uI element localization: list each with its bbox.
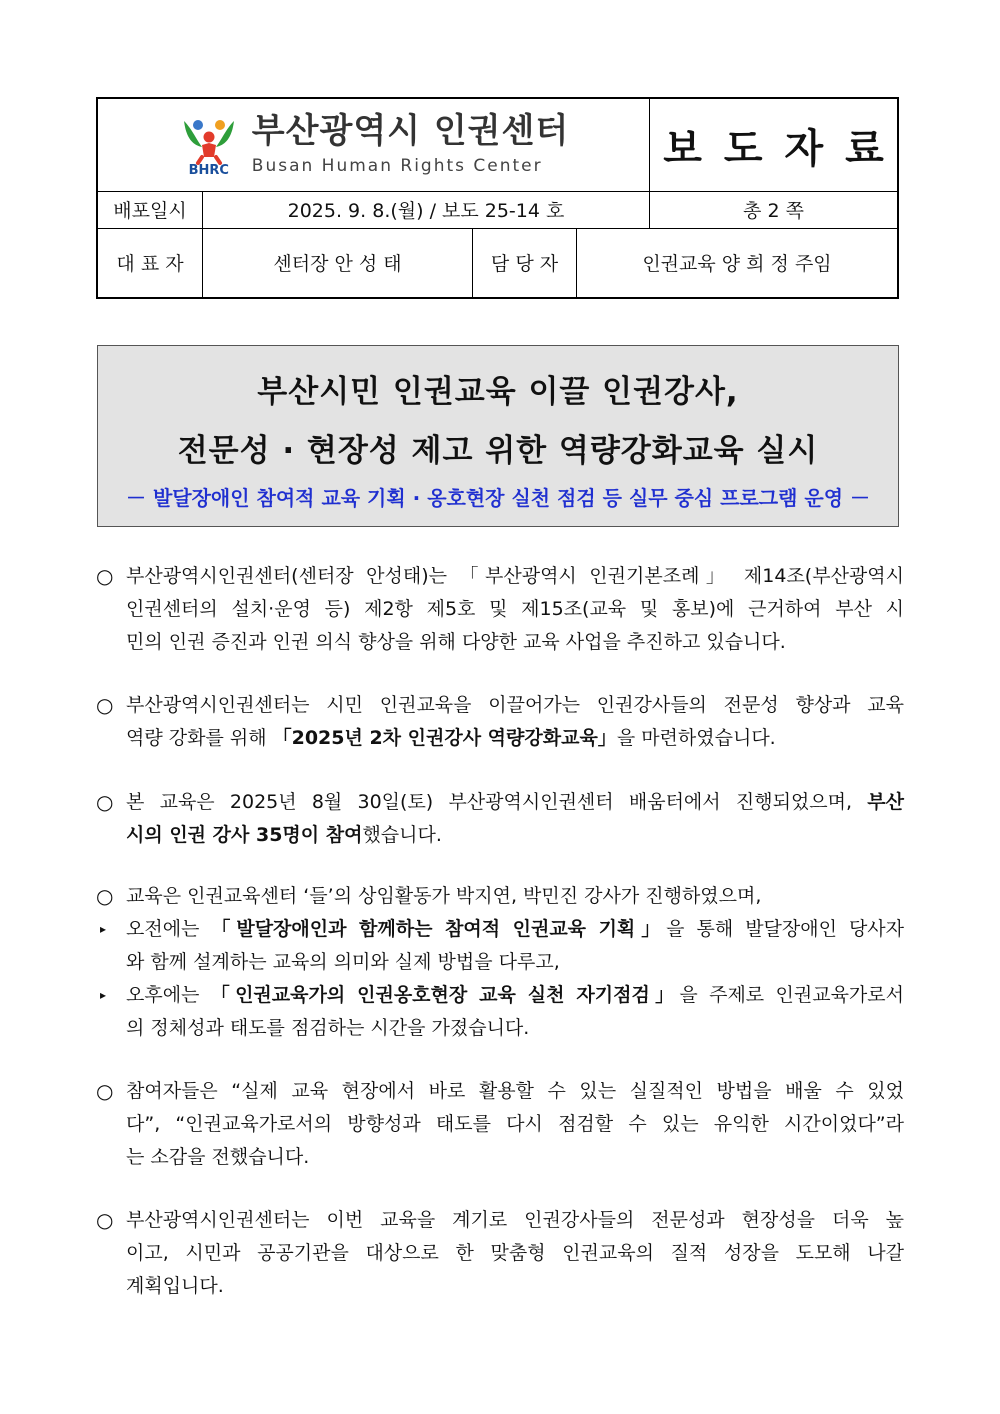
paragraph-5 [96, 1075, 904, 1174]
paragraph-line: 계획입니다. [126, 1275, 224, 1297]
morning-session-bold: 「발달장애인과 함께하는 참여적 인권교육 기획」 [211, 918, 667, 940]
participants-bold: 시의 인권 강사 35명이 참여 [126, 824, 363, 846]
doc-type-cell [649, 99, 906, 191]
paragraph-line: 와 함께 설계하는 교육의 의미와 실제 방법을 다루고, [126, 951, 560, 973]
paragraph-line: 참여자들은 “실제 교육 현장에서 바로 활용할 수 있는 실질적인 방법을 배울 수 있었 [126, 1080, 904, 1102]
paragraph-line: 교육은 인권교육센터 ‘들’의 상임활동가 박지연, 박민진 강사가 진행하였으며, [126, 885, 762, 907]
doc-type-title: 보도자료 [663, 125, 906, 172]
release-date-label: 배포일시 [113, 200, 187, 222]
headline-box [97, 345, 899, 527]
triangle-bullet-icon: ▸ [100, 988, 107, 1002]
paragraph-line: 의 정체성과 태도를 점검하는 시간을 가졌습니다. [126, 1017, 530, 1039]
text-segment: 오후에는 [126, 984, 211, 1006]
paragraph-line [126, 819, 904, 852]
circle-bullet-icon: ○ [96, 693, 114, 717]
circle-bullet-icon: ○ [96, 790, 114, 814]
paragraph-line: 부산광역시인권센터는 이번 교육을 계기로 인권강사들의 전문성과 현장성을 더욱 높 [126, 1209, 904, 1231]
contact-label: 담 당 자 [472, 228, 576, 297]
afternoon-session-bold: 「인권교육가의 인권옹호현장 교육 실천 자기점검」 [210, 984, 680, 1006]
bhrc-logo-icon [178, 113, 240, 178]
paragraph-line: 민의 인권 증진과 인권 의식 향상을 위해 다양한 교육 사업을 추진하고 있습니다. [126, 631, 786, 653]
press-header-table [96, 97, 906, 299]
headline-line-2: 전문성 · 현장성 제고 위한 역량강화교육 실시 [177, 433, 819, 469]
text-segment: 을 주제로 인권교육가로서 [679, 984, 904, 1006]
triangle-bullet-icon: ▸ [100, 922, 107, 936]
center-logo [178, 113, 569, 178]
paragraph-line: 다”, “인권교육가로서의 방향성과 태도를 다시 점검할 수 있는 유익한 시간이었다”라 [126, 1113, 904, 1135]
paragraph-line: 부산광역시인권센터(센터장 안성태)는 「부산광역시 인권기본조례」 제14조(부산광역시 [126, 565, 904, 587]
paragraph-line [126, 722, 904, 755]
headline-line-1: 부산시민 인권교육 이끌 인권강사, [257, 374, 739, 410]
circle-bullet-icon: ○ [96, 1208, 114, 1232]
figures-icon [178, 113, 240, 165]
text-bold: 부산 [867, 791, 904, 813]
paragraph-3 [96, 786, 904, 852]
logo-name-ko: 부산광역시 인권센터 [251, 111, 570, 152]
circle-bullet-icon: ○ [96, 1079, 114, 1103]
program-title-bold: 「2025년 2차 인권강사 역량강화교육」 [272, 727, 617, 749]
header-row-logo [98, 99, 906, 192]
paragraph-line [126, 786, 904, 819]
circle-bullet-icon: ○ [96, 564, 114, 588]
text-segment: 을 통해 발달장애인 당사자 [666, 918, 905, 940]
headline-subtitle: － 발달장애인 참여적 교육 기획 · 옹호현장 실천 점검 등 실무 중심 프로그램 운영 － [126, 486, 870, 510]
paragraph-2 [96, 689, 904, 755]
representative-value: 센터장 안 성 태 [202, 228, 472, 297]
contact-value: 인권교육 양 희 정 주임 [576, 228, 897, 297]
paragraph-6 [96, 1204, 904, 1303]
logo-abbr: BHRC [188, 162, 229, 178]
text-segment: 본 교육은 2025년 8월 30일(토) 부산광역시인권센터 배움터에서 진행되었으며, [126, 791, 868, 813]
release-date-value: 2025. 9. 8.(월) / 보도 25-14 호 [202, 191, 649, 228]
text-segment: 을 마련하였습니다. [616, 727, 776, 749]
logo-name-en: Busan Human Rights Center [251, 155, 543, 176]
paragraph-line [126, 979, 904, 1012]
paragraph-line [126, 913, 904, 946]
header-row-date [98, 191, 897, 229]
text-segment: 역량 강화를 위해 [126, 727, 273, 749]
representative-label: 대 표 자 [116, 253, 184, 275]
paragraph-4 [96, 880, 904, 1045]
circle-bullet-icon: ○ [96, 884, 114, 908]
text-segment: 했습니다. [362, 824, 442, 846]
text-segment: 오전에는 [126, 918, 212, 940]
logo-cell [98, 99, 649, 191]
paragraph-line: 부산광역시인권센터는 시민 인권교육을 이끌어가는 인권강사들의 전문성 향상과 교육 [126, 694, 904, 716]
paragraph-line: 인권센터의 설치·운영 등) 제2항 제5호 및 제15조(교육 및 홍보)에 근거하여 부산 시 [126, 598, 904, 620]
page-count: 총 2 쪽 [649, 191, 897, 228]
paragraph-1 [96, 560, 904, 659]
header-row-contacts [98, 228, 897, 297]
paragraph-line: 이고, 시민과 공공기관을 대상으로 한 맞춤형 인권교육의 질적 성장을 도모해 나갈 [126, 1242, 904, 1264]
paragraph-line: 는 소감을 전했습니다. [126, 1146, 310, 1168]
